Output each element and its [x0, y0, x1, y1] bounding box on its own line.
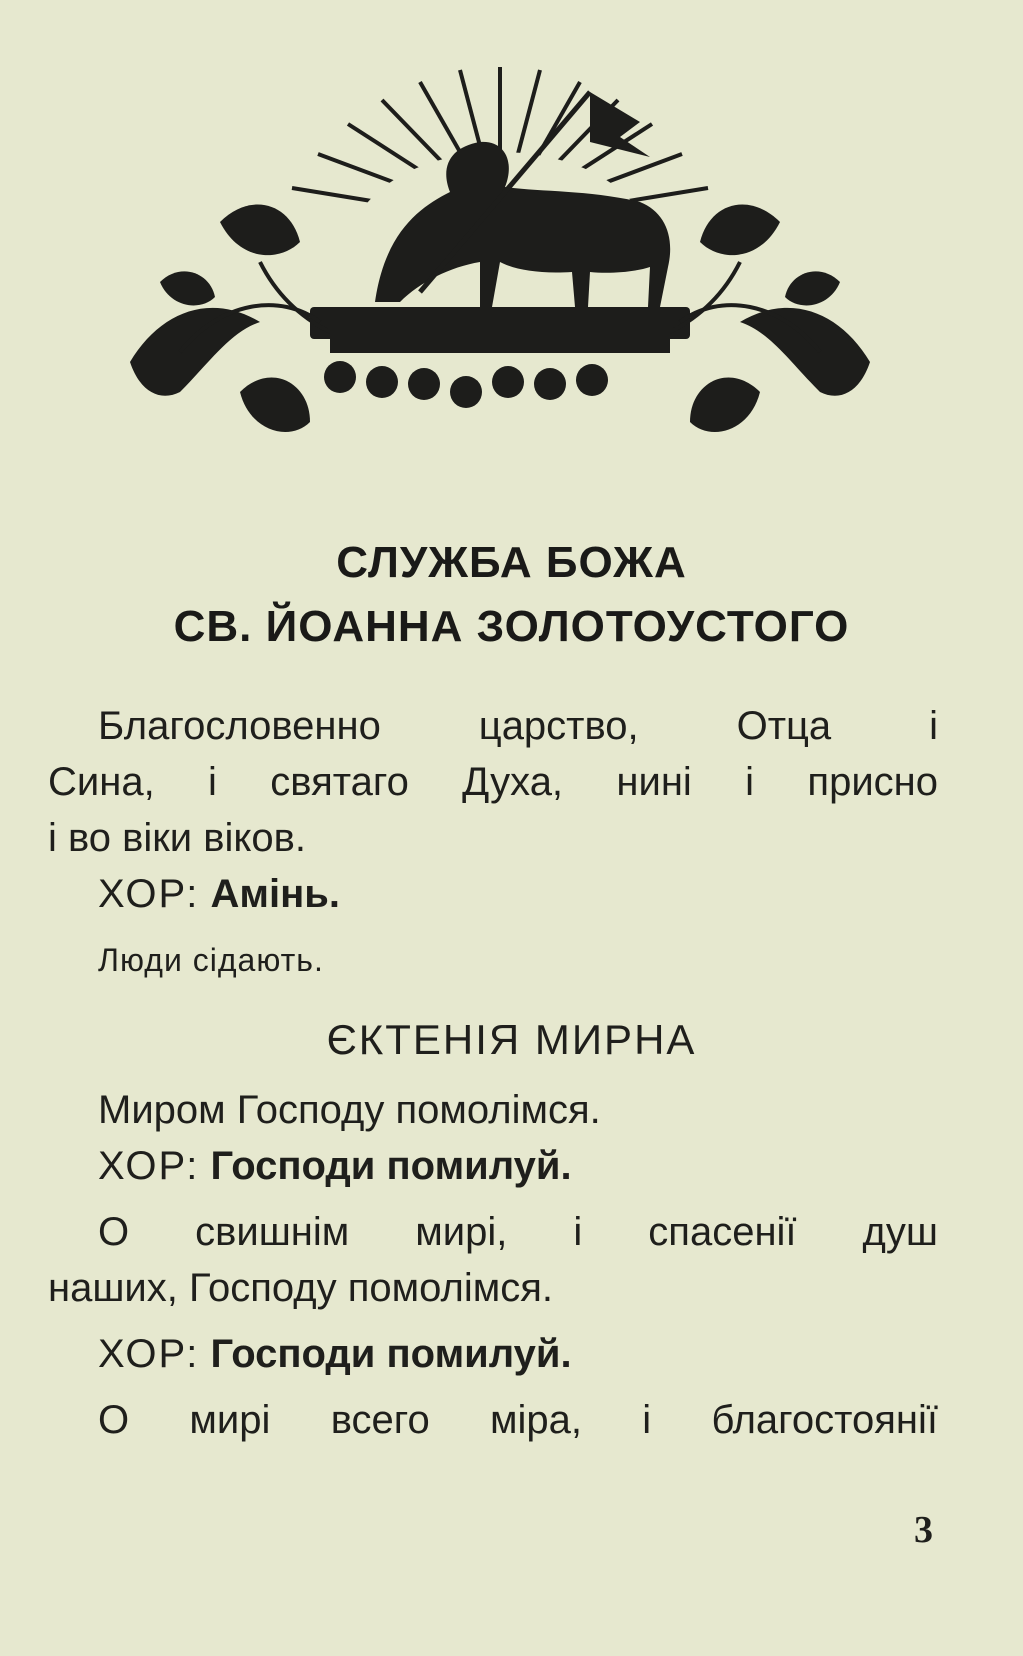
rubric-text: Люди сідають. — [98, 942, 324, 978]
opening-line-3: і во віки віков. — [48, 816, 306, 860]
opening-line-1: Благословенно царство, Отца і — [98, 704, 938, 748]
choir-line-2 — [98, 1330, 938, 1378]
page-number: 3 — [914, 1509, 933, 1551]
petition-2-line-2: наших, Господу помолімся. — [48, 1266, 553, 1310]
choir-line-amen — [98, 870, 938, 918]
choir-label: ХОР: — [98, 1144, 200, 1188]
service-title: СЛУЖБА БОЖА — [336, 538, 687, 587]
choir-label: ХОР: — [98, 1332, 200, 1376]
litany-heading: ЄКТЕНІЯ МИРНА — [326, 1016, 697, 1063]
choir-response: Господи помилуй. — [210, 1144, 572, 1188]
choir-label: ХОР: — [98, 872, 200, 916]
choir-line-1 — [98, 1142, 938, 1190]
petition-1: Миром Господу помолімся. — [98, 1088, 601, 1132]
opening-line-2: Сина, і святаго Духа, нині і присно — [48, 760, 938, 804]
petition-3-line-1: О мирі всего міра, і благостоянії — [98, 1398, 938, 1442]
petition-2-line-1: О свишнім мирі, і спасенії душ — [98, 1210, 938, 1254]
lamb-emblem-icon — [120, 62, 880, 482]
choir-response: Господи помилуй. — [210, 1332, 572, 1376]
choir-response: Амінь. — [210, 872, 340, 916]
service-subtitle: СВ. ЙОАННА ЗОЛОТОУСТОГО — [173, 602, 850, 651]
